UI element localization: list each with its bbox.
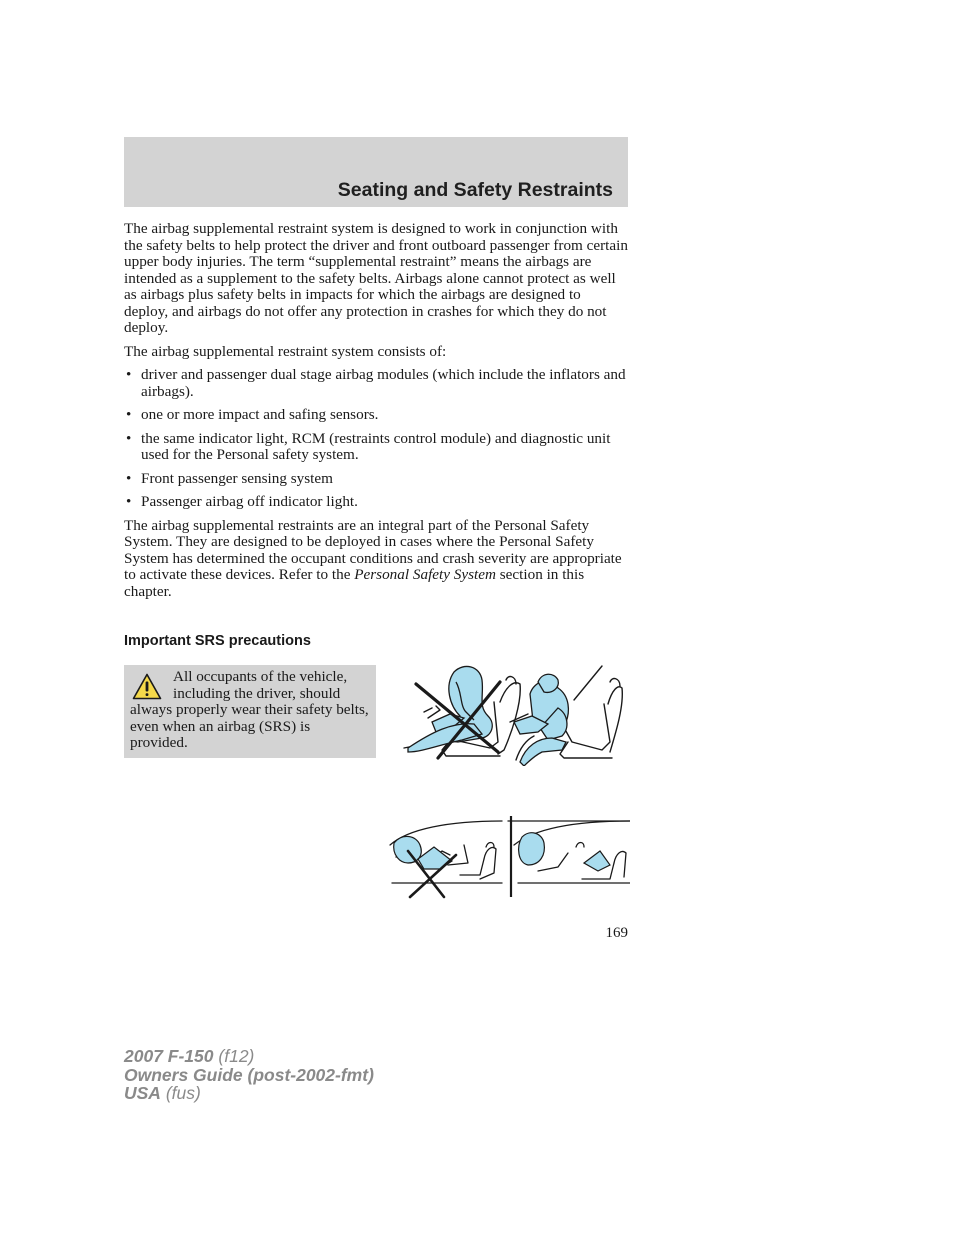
bullet-icon: • (126, 493, 132, 510)
bullet-icon: • (126, 429, 132, 447)
list-item: • the same indicator light, RCM (restraints control module) and diagnostic unit used for the Personal safety system. (126, 429, 611, 463)
section-header-band (124, 137, 628, 207)
footer-line-guide: Owners Guide (post-2002-fmt) (124, 1064, 374, 1085)
consists-intro: The airbag supplemental restraint system consists of: (124, 342, 447, 360)
integral-paragraph: The airbag supplemental restraints are an integral part of the Personal Safety System. They are designed to be deployed in cases where the Personal Safety System has determined the occupant conditions and crash severity are appropriate to activate these devices. Refer to the Personal Safety System section in this chapter. (124, 516, 622, 600)
footer-line-model: 2007 F-150 (f12) (124, 1046, 255, 1066)
personal-safety-system-reference: Personal Safety System (354, 566, 496, 583)
list-item: • Front passenger sensing system (126, 469, 333, 487)
warning-text: All occupants of the vehicle, including the driver, should always properly wear their safety belts, even when an airbag (SRS) is provided. (130, 668, 369, 751)
list-item: • one or more impact and safing sensors. (126, 406, 379, 423)
list-item: • driver and passenger dual stage airbag modules (which include the inflators and airbags). (126, 366, 626, 400)
child-seat-illustration (388, 815, 630, 899)
warning-box (124, 665, 376, 758)
footer-line-market: USA (fus) (124, 1083, 201, 1103)
bullet-icon: • (126, 406, 132, 423)
document-footer (124, 1047, 374, 1103)
component-list (124, 367, 628, 511)
section-title: Seating and Safety Restraints (337, 179, 613, 201)
occupant-position-illustration (402, 662, 628, 766)
bullet-icon: • (126, 366, 132, 383)
intro-paragraph: The airbag supplemental restraint system is designed to work in conjunction with the safety belts to help protect the driver and front outboard passenger from certain upper body injuries. The term “supplemental restraint” means the airbags are intended as a supplement to the safety belts. Airbags alone cannot protect as well as airbags plus safety belts in impacts for which the airbags are designed to deploy, and airbags do not offer any protection in crashes for which they do not deploy. (124, 220, 628, 336)
srs-precautions-heading: Important SRS precautions (124, 633, 311, 649)
body-text (124, 221, 628, 607)
page-number: 169 (605, 925, 628, 941)
list-item: • Passenger airbag off indicator light. (126, 493, 358, 510)
bullet-icon: • (126, 469, 132, 487)
